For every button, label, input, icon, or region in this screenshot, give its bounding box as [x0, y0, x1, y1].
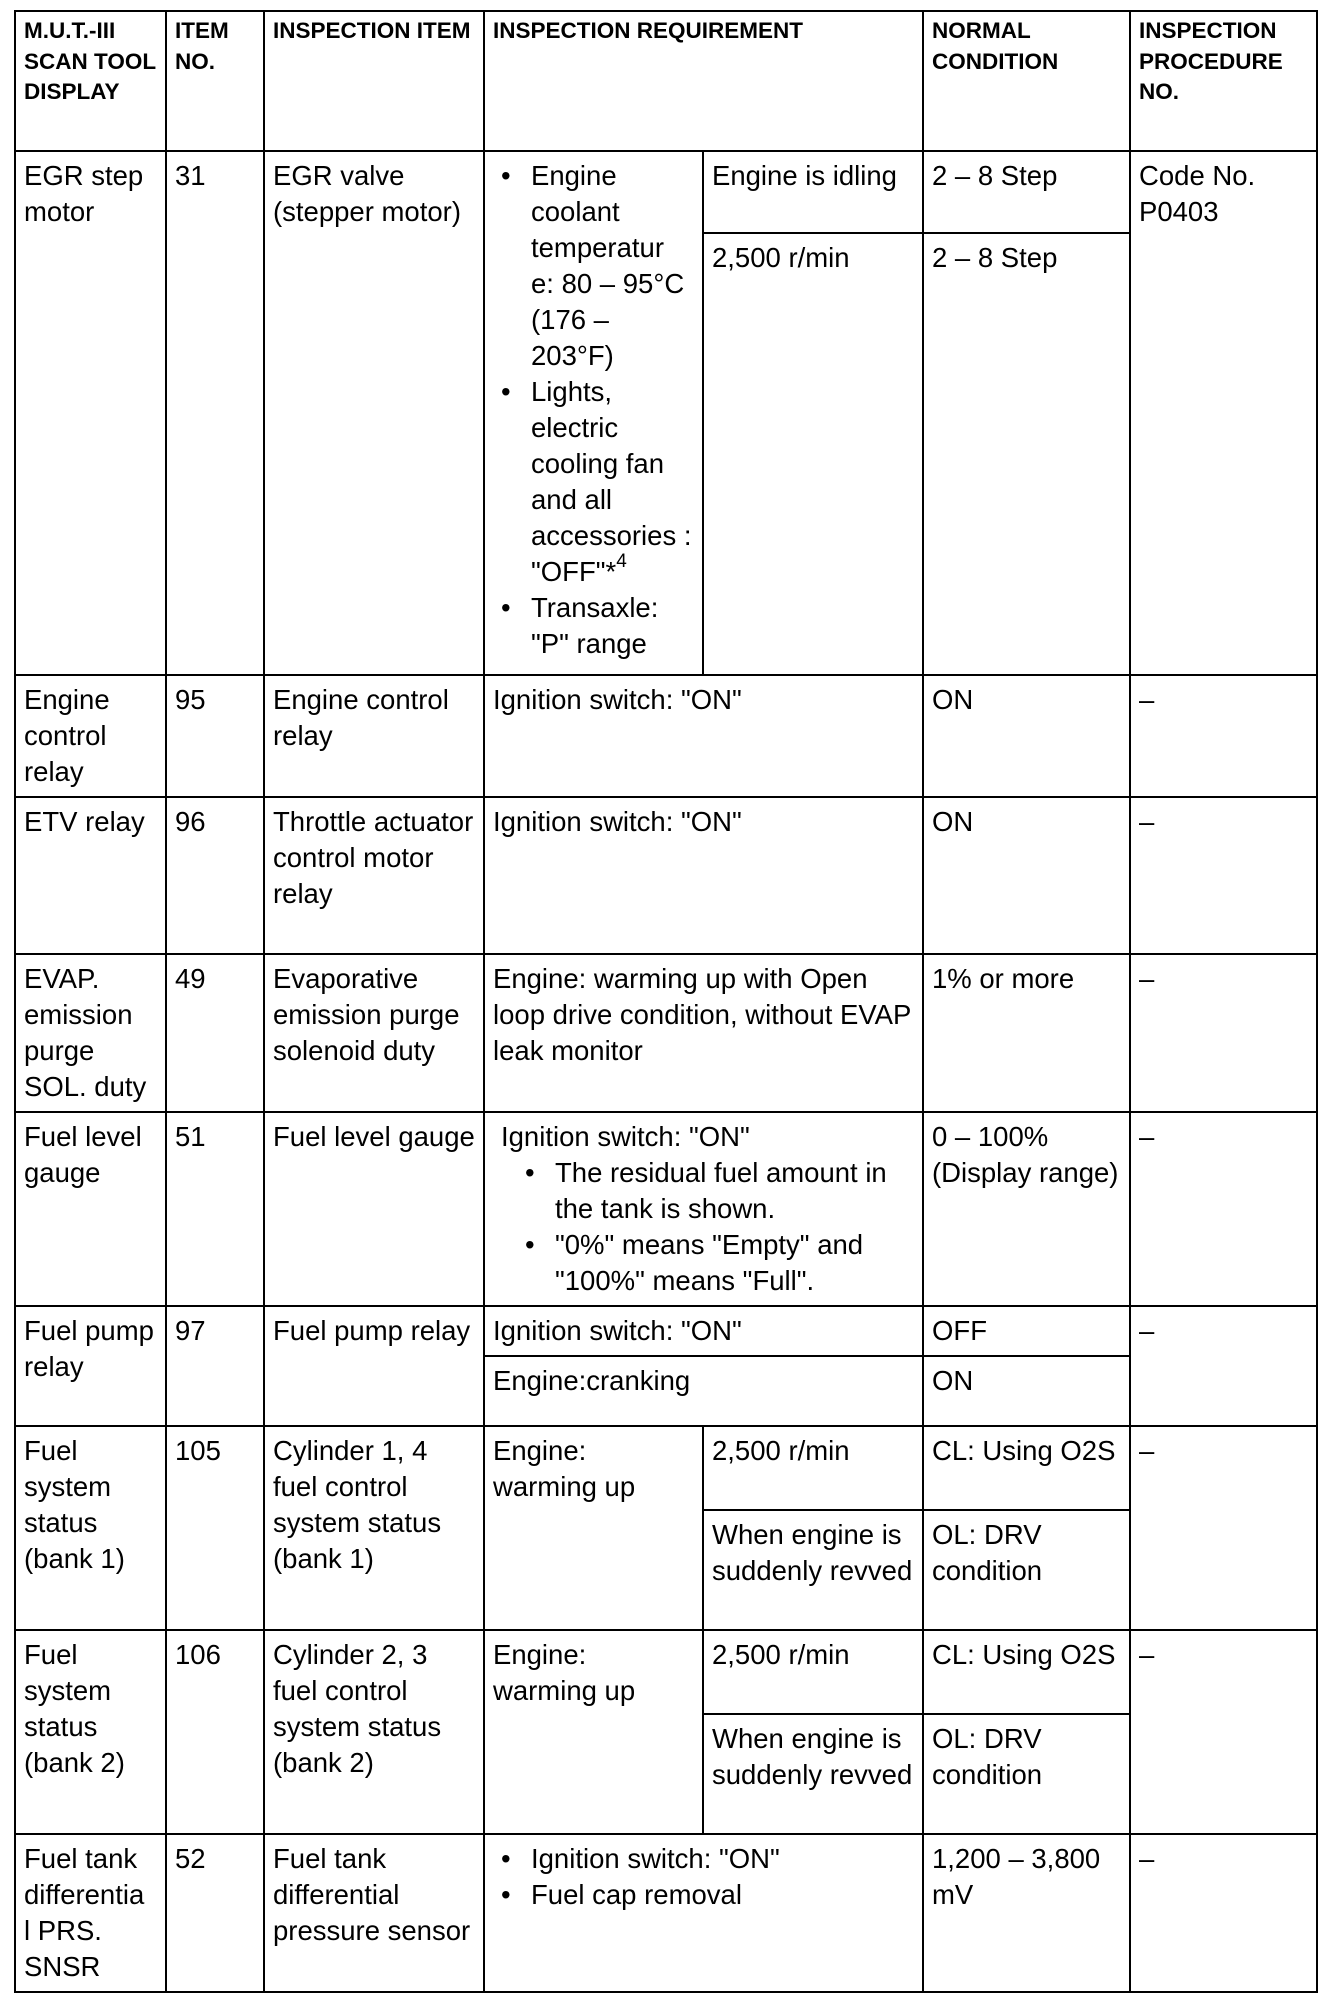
cell-display: EVAP. emission purge SOL. duty	[15, 954, 166, 1112]
cell-normal-condition: 2 – 8 Step	[923, 151, 1130, 233]
cell-item-no: 31	[166, 151, 264, 675]
list-item: • Transaxle: "P" range	[531, 590, 694, 662]
table-row-fuel-tank-pressure	[15, 1834, 1317, 1992]
cell-display: Fuel tank differentia l PRS. SNSR	[15, 1834, 166, 1992]
cell-inspection-item: Throttle actuator control motor relay	[264, 797, 484, 954]
cell-inspection-item: Cylinder 1, 4 fuel control system status (bank 1)	[264, 1426, 484, 1630]
cell-inspection-item: Fuel tank differential pressure sensor	[264, 1834, 484, 1992]
cell-normal-condition: OL: DRV condition	[923, 1714, 1130, 1834]
cell-sub-requirement: 2,500 r/min	[703, 233, 923, 675]
cell-requirement: Ignition switch: "ON"	[484, 675, 923, 797]
header-inspection-item: INSPECTION ITEM	[264, 11, 484, 151]
cell-normal-condition: ON	[923, 797, 1130, 954]
cell-normal-condition: CL: Using O2S	[923, 1426, 1130, 1510]
requirement-list	[493, 1841, 914, 1913]
cell-normal-condition: 1,200 – 3,800 mV	[923, 1834, 1130, 1992]
cell-procedure: Code No. P0403	[1130, 151, 1317, 675]
cell-requirement	[484, 1834, 923, 1992]
condition-text: Lights, electric cooling fan and all accessories : "OFF"*	[531, 376, 692, 587]
cell-sub-requirement: 2,500 r/min	[703, 1630, 923, 1714]
cell-sub-requirement: When engine is suddenly revved	[703, 1714, 923, 1834]
cell-inspection-item: Cylinder 2, 3 fuel control system status (bank 2)	[264, 1630, 484, 1834]
cell-normal-condition: CL: Using O2S	[923, 1630, 1130, 1714]
list-item: • The residual fuel amount in the tank is shown.	[555, 1155, 914, 1227]
cell-inspection-item: EGR valve (stepper motor)	[264, 151, 484, 675]
inspection-spec-sheet	[14, 10, 1316, 1993]
cell-procedure: –	[1130, 675, 1317, 797]
table-row-fuel-pump-relay	[15, 1306, 1317, 1356]
cell-requirement	[484, 1112, 923, 1306]
cell-sub-requirement: 2,500 r/min	[703, 1426, 923, 1510]
cell-requirement: Engine: warming up	[484, 1426, 703, 1630]
cell-requirement-conditions	[484, 151, 703, 675]
list-item: • Fuel cap removal	[531, 1877, 914, 1913]
cell-item-no: 106	[166, 1630, 264, 1834]
cell-inspection-item: Fuel level gauge	[264, 1112, 484, 1306]
list-item: • "0%" means "Empty" and "100%" means "Full".	[555, 1227, 914, 1299]
cell-normal-condition: 1% or more	[923, 954, 1130, 1112]
cell-procedure: –	[1130, 1834, 1317, 1992]
cell-item-no: 96	[166, 797, 264, 954]
cell-requirement: Engine: warming up with Open loop drive condition, without EVAP leak monitor	[484, 954, 923, 1112]
cell-item-no: 97	[166, 1306, 264, 1426]
cell-procedure: –	[1130, 1306, 1317, 1426]
cell-item-no: 51	[166, 1112, 264, 1306]
cell-normal-condition: OL: DRV condition	[923, 1510, 1130, 1630]
cell-procedure: –	[1130, 1112, 1317, 1306]
cell-requirement: Engine: warming up	[484, 1630, 703, 1834]
table-row-fuel-level-gauge	[15, 1112, 1317, 1306]
header-row	[15, 11, 1317, 151]
cell-normal-condition: ON	[923, 675, 1130, 797]
table-row-etv-relay	[15, 797, 1317, 954]
requirement-notes	[493, 1155, 914, 1299]
header-item-no: ITEM NO.	[166, 11, 264, 151]
cell-item-no: 49	[166, 954, 264, 1112]
header-requirement: INSPECTION REQUIREMENT	[484, 11, 923, 151]
cell-display: Engine control relay	[15, 675, 166, 797]
table-row-egr	[15, 151, 1317, 233]
cell-procedure: –	[1130, 797, 1317, 954]
list-item: • Ignition switch: "ON"	[531, 1841, 914, 1877]
list-item	[531, 374, 694, 590]
cell-display: EGR step motor	[15, 151, 166, 675]
cell-display: Fuel level gauge	[15, 1112, 166, 1306]
cell-item-no: 52	[166, 1834, 264, 1992]
requirement-heading: Ignition switch: "ON"	[501, 1121, 750, 1152]
cell-procedure: –	[1130, 954, 1317, 1112]
cell-display: Fuel system status (bank 2)	[15, 1630, 166, 1834]
header-display: M.U.T.-III SCAN TOOL DISPLAY	[15, 11, 166, 151]
cell-normal-condition: 0 – 100% (Display range)	[923, 1112, 1130, 1306]
table-row-evap-purge	[15, 954, 1317, 1112]
cell-requirement: Ignition switch: "ON"	[484, 1306, 923, 1356]
cell-item-no: 105	[166, 1426, 264, 1630]
cell-requirement: Engine:cranking	[484, 1356, 923, 1426]
cell-sub-requirement: Engine is idling	[703, 151, 923, 233]
cell-normal-condition: 2 – 8 Step	[923, 233, 1130, 675]
cell-requirement: Ignition switch: "ON"	[484, 797, 923, 954]
table-row-fuel-system-bank2	[15, 1630, 1317, 1714]
cell-normal-condition: ON	[923, 1356, 1130, 1426]
cell-inspection-item: Fuel pump relay	[264, 1306, 484, 1426]
condition-list	[493, 158, 694, 662]
cell-display: Fuel system status (bank 1)	[15, 1426, 166, 1630]
header-procedure-no: INSPECTION PROCEDURE NO.	[1130, 11, 1317, 151]
table-row-engine-control-relay	[15, 675, 1317, 797]
cell-procedure: –	[1130, 1630, 1317, 1834]
inspection-table	[14, 10, 1318, 1993]
cell-item-no: 95	[166, 675, 264, 797]
cell-display: ETV relay	[15, 797, 166, 954]
table-row-fuel-system-bank1	[15, 1426, 1317, 1510]
cell-display: Fuel pump relay	[15, 1306, 166, 1426]
list-item: • Engine coolant temperatur e: 80 – 95°C (176 – 203°F)	[531, 158, 694, 374]
cell-procedure: –	[1130, 1426, 1317, 1630]
cell-normal-condition: OFF	[923, 1306, 1130, 1356]
footnote-mark: 4	[616, 551, 627, 572]
header-normal-condition: NORMAL CONDITION	[923, 11, 1130, 151]
cell-inspection-item: Evaporative emission purge solenoid duty	[264, 954, 484, 1112]
cell-sub-requirement: When engine is suddenly revved	[703, 1510, 923, 1630]
cell-inspection-item: Engine control relay	[264, 675, 484, 797]
